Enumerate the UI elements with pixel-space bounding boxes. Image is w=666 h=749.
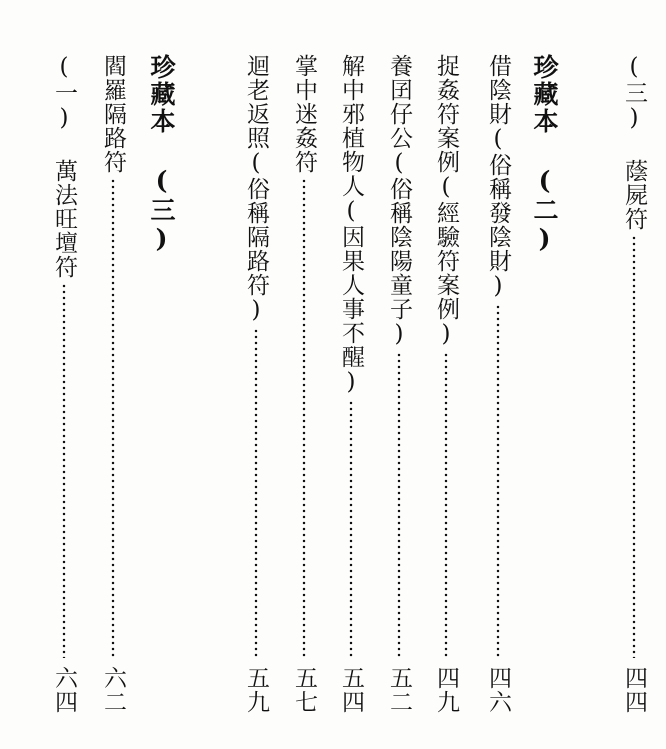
toc-page-number: 六四 bbox=[51, 666, 77, 714]
toc-page-number: 四四 bbox=[621, 666, 647, 714]
toc-entry bbox=[49, 54, 79, 714]
toc-entry-title: 掌中迷姦符 bbox=[291, 54, 317, 174]
dot-leader bbox=[397, 352, 401, 658]
dot-leader bbox=[349, 400, 353, 658]
dot-leader bbox=[111, 178, 115, 658]
toc-page-number: 五二 bbox=[386, 666, 412, 714]
toc-page-number: 五四 bbox=[338, 666, 364, 714]
toc-page-number: 四六 bbox=[485, 666, 511, 714]
section-heading bbox=[529, 54, 559, 714]
toc-entry-title: 解中邪植物人(因果人事不醒) bbox=[338, 54, 364, 396]
toc-page-number: 六二 bbox=[100, 666, 126, 714]
toc-entry bbox=[384, 54, 414, 714]
toc-entry-title: (一) 萬法旺壇符 bbox=[51, 54, 77, 279]
dot-leader bbox=[632, 235, 636, 658]
dot-leader bbox=[302, 178, 306, 658]
toc-entry bbox=[483, 54, 513, 714]
toc-entry-title: 迴老返照(俗稱隔路符) bbox=[243, 54, 269, 324]
toc-entry bbox=[619, 54, 649, 714]
dot-leader bbox=[254, 328, 258, 658]
dot-leader bbox=[62, 283, 66, 658]
toc-entry bbox=[431, 54, 461, 714]
toc-entry bbox=[336, 54, 366, 714]
section-title: 珍藏本 (二) bbox=[530, 54, 559, 255]
toc-entry bbox=[98, 54, 128, 714]
toc-page-number: 五九 bbox=[243, 666, 269, 714]
toc-entry-title: (三) 蔭屍符 bbox=[621, 54, 647, 231]
toc-entry bbox=[241, 54, 271, 714]
toc-page-number: 四九 bbox=[433, 666, 459, 714]
toc-page-number: 五七 bbox=[291, 666, 317, 714]
toc-entry bbox=[289, 54, 319, 714]
toc-entry-title: 養囝仔公(俗稱陰陽童子) bbox=[386, 54, 412, 348]
section-heading bbox=[146, 54, 176, 714]
dot-leader bbox=[496, 304, 500, 658]
toc-entry-title: 捉姦符案例(經驗符案例) bbox=[433, 54, 459, 348]
toc-entry-title: 借陰財(俗稱發陰財) bbox=[485, 54, 511, 300]
section-title: 珍藏本 (三) bbox=[147, 54, 176, 255]
dot-leader bbox=[444, 352, 448, 658]
toc-entry-title: 閻羅隔路符 bbox=[100, 54, 126, 174]
